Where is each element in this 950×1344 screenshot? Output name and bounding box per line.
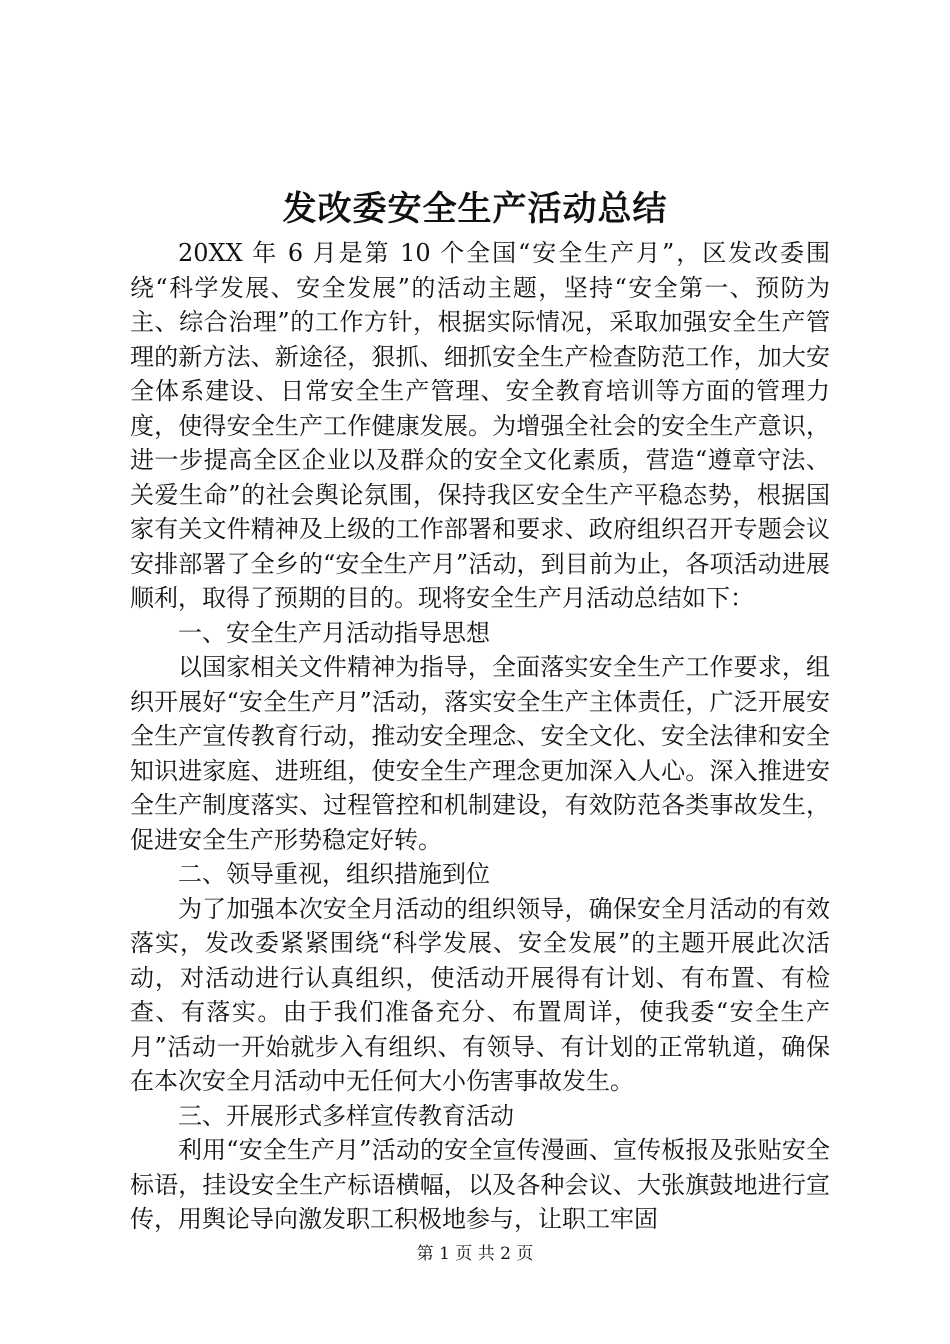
document-title: 发改委安全生产活动总结	[282, 189, 668, 229]
document-body	[130, 236, 830, 1237]
section-heading-2: 二、领导重视，组织措施到位	[178, 860, 490, 888]
section-heading-3: 三、开展形式多样宣传教育活动	[178, 1101, 514, 1130]
paragraph-section-1: 以国家相关文件精神为指导，全面落实安全生产工作要求，组织开展好“安全生产月”活动，落实安全生产主体责任，广泛开展安全生产宣传教育行动，推动安全理念、安全文化、安全法律和安全知识进家庭、进班组，使安全生产理念更加深入人心。深入推进安全生产制度落实、过程管控和机制建设，有效防范各类事故发生，促进安全生产形势稳定好转。	[130, 653, 830, 854]
paragraph-section-2: 为了加强本次安全月活动的组织领导，确保安全月活动的有效落实，发改委紧紧围绕“科学发展、安全发展”的主题开展此次活动，对活动进行认真组织，使活动开展得有计划、有布置、有检查、有落实。由于我们准备充分、布置周详，使我委“安全生产月”活动一开始就步入有组织、有领导、有计划的正常轨道，确保在本次安全月活动中无任何大小伤害事故发生。	[130, 894, 830, 1095]
page-footer: 第 1 页 共 2 页	[416, 1244, 534, 1264]
section-heading-1: 一、安全生产月活动指导思想	[178, 618, 490, 647]
paragraph-intro: 20XX 年 6 月是第 10 个全国“安全生产月”，区发改委围绕“科学发展、安全发展”的活动主题，坚持“安全第一、预防为主、综合治理”的工作方针，根据实际情况，采取加强安全生产管理的新方法、新途径，狠抓、细抓安全生产检查防范工作，加大安全体系建设、日常安全生产管理、安全教育培训等方面的管理力度，使得安全生产工作健康发展。为增强全社会的安全生产意识，进一步提高全区企业以及群众的安全文化素质，营造“遵章守法、关爱生命”的社会舆论氛围，保持我区安全生产平稳态势，根据国家有关文件精神及上级的工作部署和要求、政府组织召开专题会议安排部署了全乡的“安全生产月”活动，到目前为止，各项活动进展顺利，取得了预期的目的。现将安全生产月活动总结如下：	[130, 239, 830, 612]
paragraph-section-3: 利用“安全生产月”活动的安全宣传漫画、宣传板报及张贴安全标语，挂设安全生产标语横幅，以及各种会议、大张旗鼓地进行宣传，用舆论导向激发职工积极地参与，让职工牢固	[130, 1136, 830, 1233]
